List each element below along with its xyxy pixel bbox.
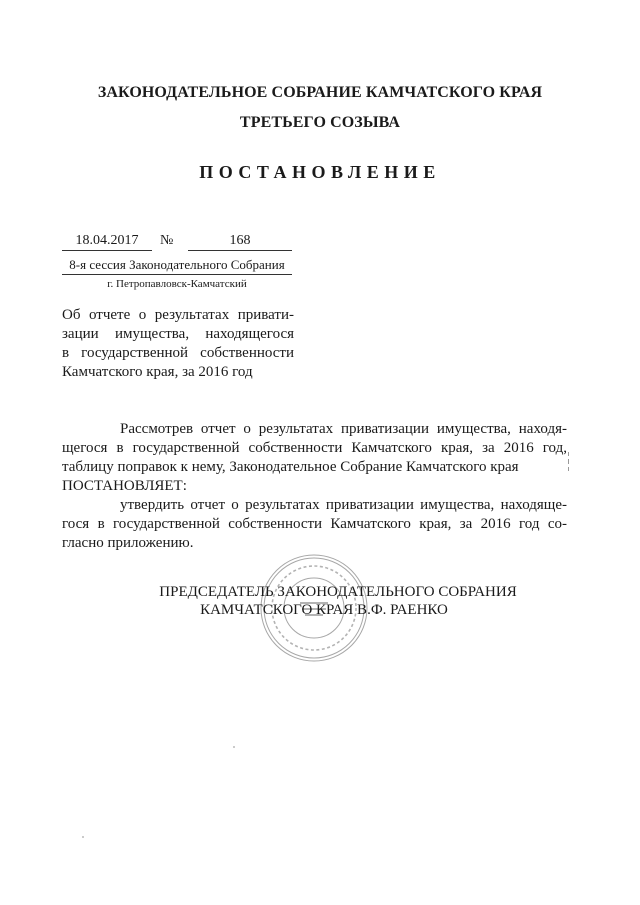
signatory-name: КАМЧАТСКОГО КРАЯ В.Ф. РАЕНКО — [200, 602, 448, 618]
resolves-keyword: ПОСТАНОВЛЯЕТ: — [62, 478, 187, 494]
organization-name: ЗАКОНОДАТЕЛЬНОЕ СОБРАНИЕ КАМЧАТСКОГО КРАЯ — [97, 84, 543, 101]
body-line: таблицу поправок к нему, Законодательное Собрание Камчатского края — [62, 459, 519, 475]
document-subject — [62, 306, 294, 382]
subject-line: Об отчете о результатах привати- — [62, 307, 294, 323]
city: г. Петропавловск-Камчатский — [107, 278, 247, 290]
body-line: щегося в государственной собственности Камчатского края, за 2016 год, — [62, 440, 567, 456]
convocation: ТРЕТЬЕГО СОЗЫВА — [239, 114, 401, 131]
subject-line: в государственной собственности — [62, 345, 294, 361]
body-line: Рассмотрев отчет о результатах приватизации имущества, находя- — [120, 421, 567, 437]
document-type-title: ПОСТАНОВЛЕНИЕ — [199, 162, 441, 182]
signatory-title: ПРЕДСЕДАТЕЛЬ ЗАКОНОДАТЕЛЬНОГО СОБРАНИЯ — [159, 584, 517, 600]
subject-line: Камчатского края, за 2016 год — [62, 364, 253, 380]
scan-speck — [82, 836, 84, 838]
subject-line: зации имущества, находящегося — [62, 326, 294, 342]
document-body — [62, 420, 567, 553]
scan-speck — [233, 746, 235, 748]
body-line: утвердить отчет о результатах приватизации имущества, находяще- — [120, 497, 567, 513]
document-date: 18.04.2017 — [62, 233, 152, 251]
body-line: гласно приложению. — [62, 535, 194, 551]
body-line: гося в государственной собственности Камчатского края, за 2016 год со- — [62, 516, 567, 532]
document-number: 168 — [188, 233, 292, 251]
margin-mark — [567, 452, 571, 474]
session-info: 8-я сессия Законодательного Собрания — [62, 257, 292, 275]
number-sign: № — [160, 233, 174, 248]
signature-block — [0, 583, 640, 619]
